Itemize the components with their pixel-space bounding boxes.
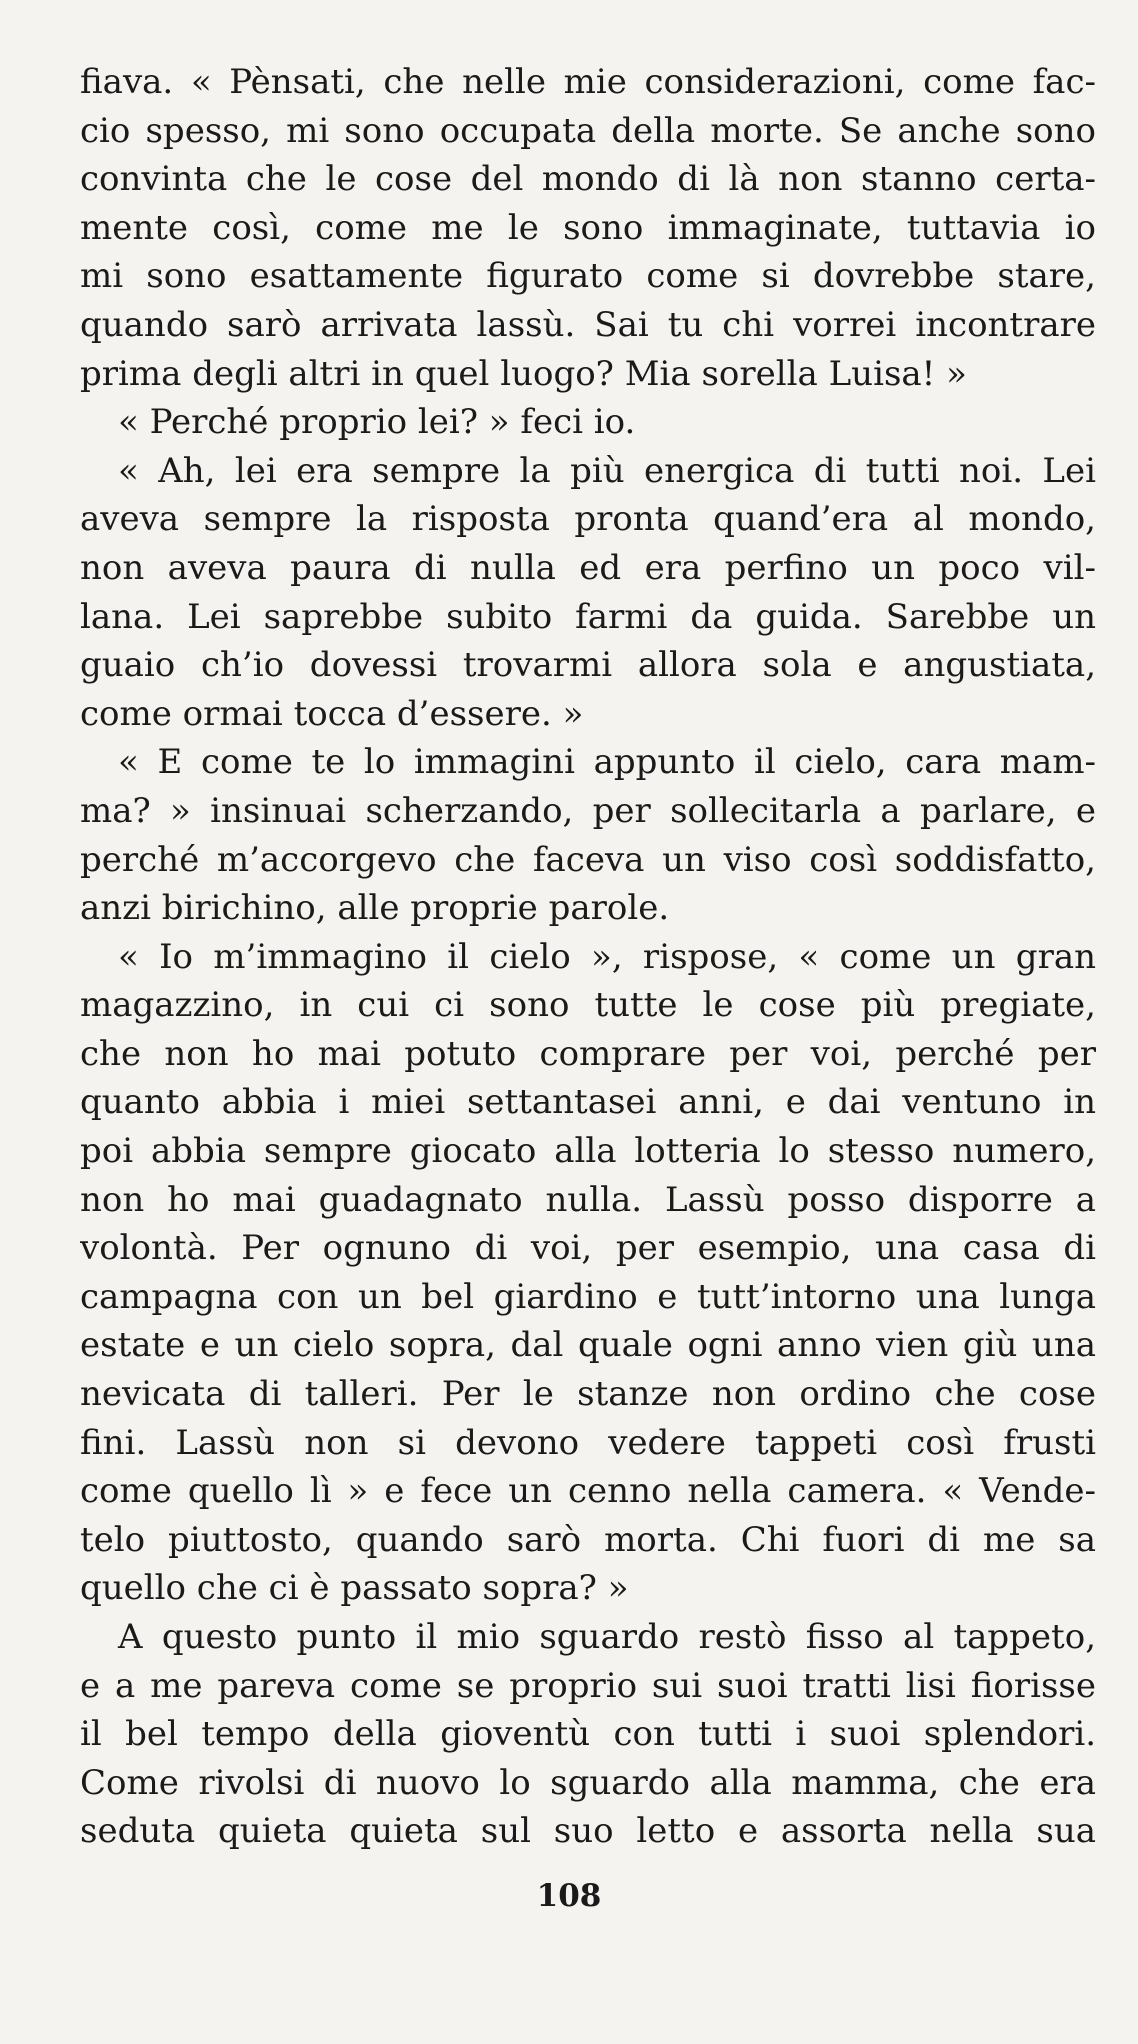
text-line: non aveva paura di nulla ed era perfino un poco vil- bbox=[80, 547, 1096, 588]
text-line: magazzino, in cui ci sono tutte le cose più pregiate, bbox=[80, 985, 1096, 1026]
text-line: fiava. « Pènsati, che nelle mie considerazioni, come fac- bbox=[80, 62, 1096, 102]
text-line: « Io m’immagino il cielo », rispose, « come un gran bbox=[118, 936, 1096, 977]
text-line: « E come te lo immagini appunto il cielo, cara mam- bbox=[118, 742, 1096, 783]
text-line: e a me pareva come se proprio sui suoi tratti lisi fiorisse bbox=[80, 1665, 1096, 1706]
text-line: come quello lì » e fece un cenno nella camera. « Vende- bbox=[80, 1471, 1096, 1512]
text-line: aveva sempre la risposta pronta quand’era al mondo, bbox=[80, 499, 1096, 540]
text-line: mi sono esattamente figurato come si dovrebbe stare, bbox=[80, 256, 1096, 297]
text-line: che non ho mai potuto comprare per voi, perché per bbox=[80, 1033, 1096, 1074]
text-line: Come rivolsi di nuovo lo sguardo alla mamma, che era bbox=[80, 1762, 1096, 1803]
text-line: perché m’accorgevo che faceva un viso così soddisfatto, bbox=[80, 839, 1096, 880]
text-line: anzi birichino, alle proprie parole. bbox=[80, 888, 670, 929]
text-line: quanto abbia i miei settantasei anni, e dai ventuno in bbox=[80, 1082, 1096, 1123]
text-line: nevicata di talleri. Per le stanze non ordino che cose bbox=[80, 1374, 1096, 1415]
text-line: « Perché proprio lei? » feci io. bbox=[118, 402, 636, 443]
text-line: estate e un cielo sopra, dal quale ogni anno vien giù una bbox=[80, 1325, 1096, 1366]
text-line: quello che ci è passato sopra? » bbox=[80, 1568, 629, 1609]
text-line: convinta che le cose del mondo di là non stanno certa- bbox=[80, 159, 1096, 200]
text-line: come ormai tocca d’essere. » bbox=[80, 693, 584, 734]
text-line: guaio ch’io dovessi trovarmi allora sola e angustiata, bbox=[80, 645, 1096, 686]
text-line: telo piuttosto, quando sarò morta. Chi fuori di me sa bbox=[80, 1519, 1096, 1560]
text-line: non ho mai guadagnato nulla. Lassù posso disporre a bbox=[80, 1179, 1096, 1220]
text-line: seduta quieta quieta sul suo letto e assorta nella sua bbox=[80, 1811, 1096, 1852]
text-line: mente così, come me le sono immaginate, tuttavia io bbox=[80, 207, 1096, 248]
text-line: lana. Lei saprebbe subito farmi da guida. Sarebbe un bbox=[80, 596, 1096, 637]
text-line: ma? » insinuai scherzando, per sollecitarla a parlare, e bbox=[80, 790, 1096, 831]
text-line: cio spesso, mi sono occupata della morte. Se anche sono bbox=[80, 110, 1096, 151]
text-line: A questo punto il mio sguardo restò fisso al tappeto, bbox=[118, 1617, 1096, 1657]
text-line: quando sarò arrivata lassù. Sai tu chi vorrei incontrare bbox=[80, 304, 1096, 345]
text-line: fini. Lassù non si devono vedere tappeti così frusti bbox=[80, 1422, 1096, 1463]
text-line: volontà. Per ognuno di voi, per esempio, una casa di bbox=[80, 1228, 1096, 1269]
text-line: poi abbia sempre giocato alla lotteria lo stesso numero, bbox=[80, 1131, 1096, 1172]
text-line: prima degli altri in quel luogo? Mia sorella Luisa! » bbox=[80, 353, 967, 394]
page-number: 108 bbox=[536, 1878, 602, 1914]
text-line: campagna con un bel giardino e tutt’intorno una lunga bbox=[80, 1276, 1096, 1317]
text-line: « Ah, lei era sempre la più energica di tutti noi. Lei bbox=[118, 450, 1096, 491]
text-line: il bel tempo della gioventù con tutti i suoi splendori. bbox=[80, 1714, 1096, 1755]
body-text bbox=[80, 58, 1096, 1856]
